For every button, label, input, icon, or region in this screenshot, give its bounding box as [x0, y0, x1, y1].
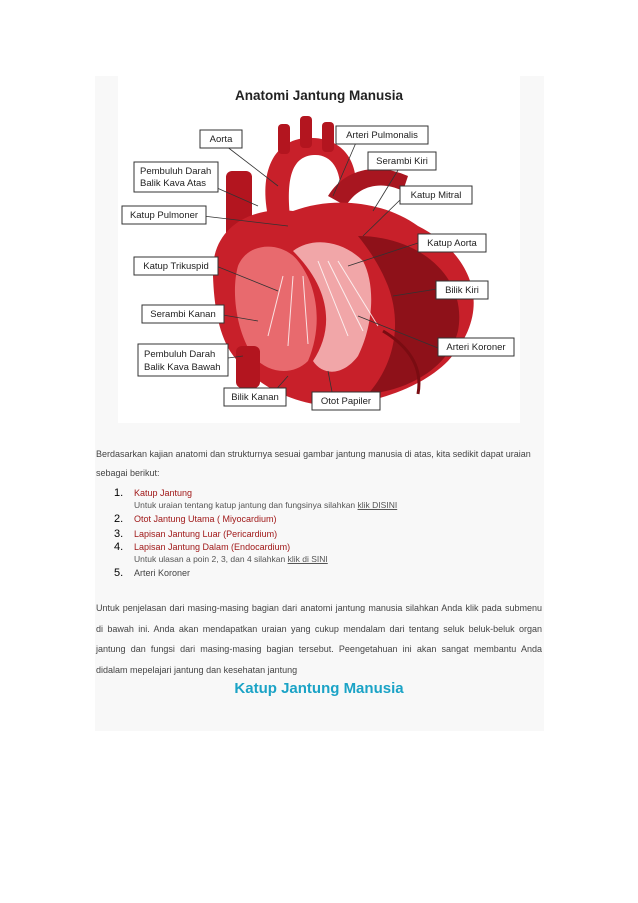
list-number: 3. [114, 528, 124, 540]
svg-text:Aorta: Aorta [209, 134, 233, 145]
section-heading: Katup Jantung Manusia [234, 680, 404, 697]
list-number: 5. [114, 567, 124, 579]
heart-anatomy-figure [118, 76, 520, 423]
svg-text:Arteri Pulmonalis: Arteri Pulmonalis [346, 130, 418, 141]
list-item-text[interactable]: Otot Jantung Utama ( Miyocardium) [134, 514, 277, 524]
svg-text:Balik Kava Bawah: Balik Kava Bawah [144, 362, 221, 373]
svg-text:Katup Aorta: Katup Aorta [427, 238, 477, 249]
label-kava-bawah [138, 344, 228, 376]
svg-text:Pembuluh Darah: Pembuluh Darah [144, 349, 216, 360]
svg-text:Serambi Kiri: Serambi Kiri [376, 156, 428, 167]
list-item-text: Arteri Koroner [134, 568, 191, 578]
list-item-text[interactable]: Lapisan Jantung Luar (Pericardium) [134, 529, 278, 539]
klik-di-sini-link[interactable]: klik di SINI [287, 554, 328, 564]
label-bilik-kiri [436, 281, 488, 299]
label-bilik-kanan [224, 388, 286, 406]
label-otot-papiler [312, 392, 380, 410]
svg-text:Serambi Kanan: Serambi Kanan [150, 309, 216, 320]
label-katup-mitral [400, 186, 472, 204]
svg-text:Balik Kava Atas: Balik Kava Atas [140, 178, 207, 189]
label-katup-pulmoner [122, 206, 206, 224]
anatomy-list [96, 487, 536, 579]
list-item-text[interactable]: Katup Jantung [134, 488, 193, 498]
label-kava-atas [134, 162, 218, 192]
list-number: 1. [114, 487, 124, 499]
svg-text:Otot Papiler: Otot Papiler [320, 396, 372, 407]
label-katup-trikuspid [134, 257, 218, 275]
list-number: 2. [114, 513, 124, 525]
list-item-text[interactable]: Lapisan Jantung Dalam (Endocardium) [134, 542, 291, 552]
label-aorta [200, 130, 242, 148]
svg-text:Bilik Kanan: Bilik Kanan [231, 392, 279, 403]
svg-text:Arteri Koroner: Arteri Koroner [446, 342, 506, 353]
svg-text:Katup Trikuspid: Katup Trikuspid [143, 261, 209, 272]
list-sub-text: Untuk uraian tentang katup jantung dan fungsinya silahkan klik DISINI [134, 500, 398, 510]
list-item [96, 487, 536, 511]
label-katup-aorta [418, 234, 486, 252]
list-sub-text: Untuk ulasan a poin 2, 3, dan 4 silahkan klik di SINI [134, 554, 328, 564]
list-number: 4. [114, 541, 124, 553]
body-paragraph: Untuk penjelasan dari masing-masing bagian dari anatomi jantung manusia silahkan Anda klik pada submenu di bawah ini. Anda akan mendapatkan uraian yang cukup mendalam dari tentang seluk beluk-beluk organ jantung dan fungsi dari masing-masing bagian tersebut. Peengetahuan ini akan sangat membantu Anda didalam mepelajari jantung dan kesehatan jantung [96, 603, 542, 675]
list-item [96, 513, 536, 525]
list-item [96, 528, 536, 540]
list-item [96, 567, 536, 579]
figure-title: Anatomi Jantung Manusia [234, 88, 404, 103]
svg-text:Bilik Kiri: Bilik Kiri [445, 285, 479, 296]
label-arteri-pulmonalis [336, 126, 428, 144]
svg-text:Pembuluh Darah: Pembuluh Darah [140, 166, 212, 177]
svg-text:Katup Mitral: Katup Mitral [410, 190, 462, 201]
label-serambi-kiri [368, 152, 436, 170]
label-arteri-koroner [438, 338, 514, 356]
intro-paragraph: Berdasarkan kajian anatomi dan strukturnya sesuai gambar jantung manusia di atas, kita sedikit dapat uraian sebagai berikut: [96, 449, 531, 478]
list-item [96, 541, 536, 565]
klik-disini-link[interactable]: klik DISINI [357, 500, 398, 510]
svg-text:Katup Pulmoner: Katup Pulmoner [129, 210, 199, 221]
label-serambi-kanan [142, 305, 224, 323]
